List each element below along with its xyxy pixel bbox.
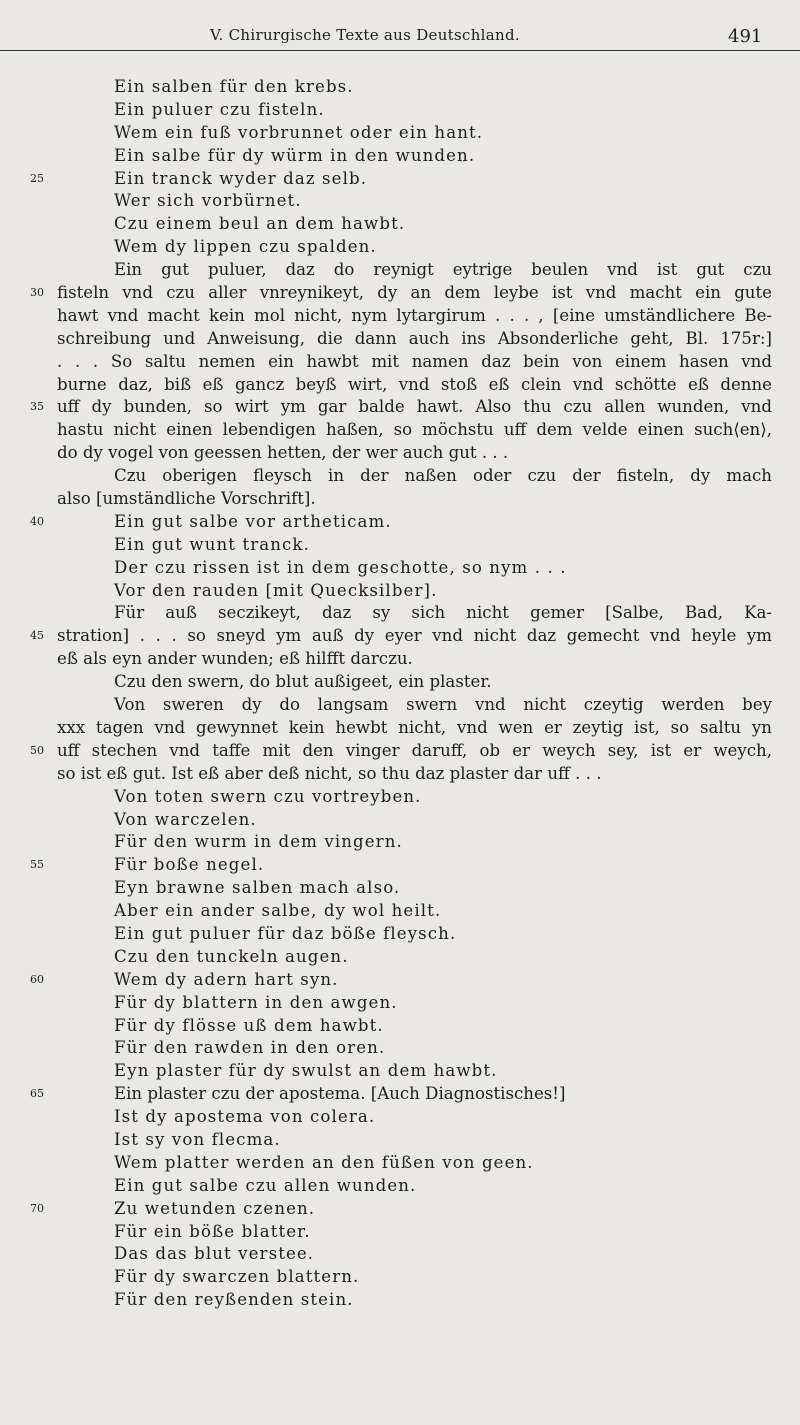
line-number: 70	[30, 1201, 44, 1215]
line-text: Ein salbe für dy würm in den wunden.	[114, 145, 476, 165]
line-text: Für dy swarczen blattern.	[114, 1267, 360, 1287]
line-text: Für den rawden in den oren.	[114, 1038, 386, 1058]
line-number: 45	[30, 629, 44, 643]
line-text: . . . So saltu nemen ein hawbt mit namen daz bein von einem hasen vnd	[57, 351, 772, 371]
text-line	[0, 809, 800, 832]
line-text: Der czu rissen ist in dem geschotte, so nym . . .	[114, 557, 567, 577]
text-line	[0, 419, 800, 442]
line-text: xxx tagen vnd gewynnet kein hewbt nicht, vnd wen er zeytig ist, so saltu yn	[57, 717, 772, 737]
line-text: Das das blut verstee.	[114, 1244, 315, 1264]
text-line	[0, 122, 800, 145]
text-line	[0, 717, 800, 740]
line-text: Ein gut puluer für daz böße fleysch.	[114, 923, 457, 943]
line-number: 50	[30, 743, 44, 757]
text-line	[0, 923, 800, 946]
line-text: Ein salben für den krebs.	[114, 77, 354, 96]
text-line	[0, 1198, 800, 1221]
text-line	[0, 877, 800, 900]
line-number: 35	[30, 400, 44, 414]
text-line	[0, 282, 800, 305]
text-line	[0, 1289, 800, 1312]
line-text: so ist eß gut. Ist eß aber deß nicht, so thu daz plaster dar uff . . .	[57, 763, 602, 783]
text-line	[0, 694, 800, 717]
text-body	[0, 76, 800, 1312]
line-text: Für den reyßenden stein.	[114, 1290, 354, 1310]
line-text: Von warczelen.	[114, 809, 257, 829]
line-text: Für auß seczikeyt, daz sy sich nicht gemer [Salbe, Bad, Ka-	[114, 603, 772, 623]
text-line	[0, 763, 800, 786]
page-number: 491	[728, 26, 763, 47]
line-text: do dy vogel von geessen hetten, der wer auch gut . . .	[57, 443, 509, 463]
line-text: Wer sich vorbürnet.	[114, 191, 302, 211]
line-text: Ein gut wunt tranck.	[114, 534, 310, 554]
line-text: Für ein böße blatter.	[114, 1221, 311, 1241]
line-text: eß als eyn ander wunden; eß hilfft darczu.	[57, 649, 413, 669]
line-text: Ein plaster czu der apostema. [Auch Diagnostisches!]	[114, 1084, 566, 1104]
text-line	[0, 168, 800, 191]
text-line	[0, 1060, 800, 1083]
text-line	[0, 671, 800, 694]
text-line	[0, 969, 800, 992]
line-text: Czu oberigen fleysch in der naßen oder czu der fisteln, dy mach	[114, 466, 772, 486]
text-line	[0, 625, 800, 648]
text-line	[0, 1175, 800, 1198]
header-title: V. Chirurgische Texte aus Deutschland.	[210, 26, 520, 44]
line-text: Wem ein fuß vorbrunnet oder ein hant.	[114, 122, 484, 142]
line-text: uff dy bunden, so wirt ym gar balde hawt. Also thu czu allen wunden, vnd	[57, 397, 772, 417]
text-line	[0, 557, 800, 580]
line-text: Von toten swern czu vortreyben.	[114, 786, 422, 806]
line-text: Zu wetunden czenen.	[114, 1198, 316, 1218]
line-text: Von sweren dy do langsam swern vnd nicht czeytig werden bey	[114, 695, 772, 715]
text-line	[0, 1129, 800, 1152]
line-text: uff stechen vnd taffe mit den vinger daruff, ob er weych sey, ist er weych,	[57, 740, 772, 760]
text-line	[0, 1152, 800, 1175]
line-text: Ein puluer czu fisteln.	[114, 99, 325, 119]
text-line	[0, 328, 800, 351]
line-text: hawt vnd macht kein mol nicht, nym lytargirum . . . , [eine umständlichere Be-	[57, 305, 772, 325]
text-line	[0, 442, 800, 465]
line-text: Czu einem beul an dem hawbt.	[114, 214, 406, 234]
text-line	[0, 259, 800, 282]
line-text: Ein gut salbe czu allen wunden.	[114, 1175, 417, 1195]
line-number: 25	[30, 171, 44, 185]
text-line	[0, 580, 800, 603]
text-line	[0, 374, 800, 397]
text-line	[0, 740, 800, 763]
line-text: Ein tranck wyder daz selb.	[114, 168, 368, 188]
line-text: Wem dy adern hart syn.	[114, 969, 339, 989]
line-text: Wem dy lippen czu spalden.	[114, 237, 377, 257]
text-line	[0, 396, 800, 419]
line-text: Wem platter werden an den füßen von geen.	[114, 1152, 534, 1172]
line-number: 55	[30, 858, 44, 872]
text-line	[0, 786, 800, 809]
line-text: Eyn plaster für dy swulst an dem hawbt.	[114, 1061, 498, 1081]
line-text: Für dy flösse uß dem hawbt.	[114, 1015, 384, 1035]
text-line	[0, 854, 800, 877]
text-line	[0, 1243, 800, 1266]
line-text: Für boße negel.	[114, 855, 265, 875]
text-line	[0, 900, 800, 923]
line-text: Ist dy apostema von colera.	[114, 1107, 376, 1127]
line-text: Für dy blattern in den awgen.	[114, 992, 398, 1012]
line-text: Aber ein ander salbe, dy wol heilt.	[114, 901, 442, 921]
text-line	[0, 602, 800, 625]
line-number: 40	[30, 514, 44, 528]
text-line	[0, 488, 800, 511]
text-line	[0, 992, 800, 1015]
text-line	[0, 1083, 800, 1106]
line-text: Ein gut salbe vor artheticam.	[114, 511, 392, 531]
line-text: Vor den rauden [mit Quecksilber].	[114, 580, 438, 600]
text-line	[0, 1106, 800, 1129]
text-line	[0, 534, 800, 557]
line-text: Für den wurm in dem vingern.	[114, 832, 403, 852]
line-number: 65	[30, 1087, 44, 1101]
line-text: Czu den tunckeln augen.	[114, 946, 349, 966]
line-text: Czu den swern, do blut außigeet, ein plaster.	[114, 672, 492, 692]
text-line	[0, 305, 800, 328]
text-line	[0, 465, 800, 488]
line-text: Ist sy von flecma.	[114, 1129, 281, 1149]
text-line	[0, 236, 800, 259]
text-line	[0, 351, 800, 374]
text-line	[0, 1037, 800, 1060]
line-text: burne daz, biß eß gancz beyß wirt, vnd stoß eß clein vnd schötte eß denne	[57, 374, 772, 394]
line-number: 60	[30, 972, 44, 986]
line-text: Ein gut puluer, daz do reynigt eytrige beulen vnd ist gut czu	[114, 260, 772, 280]
line-text: hastu nicht einen lebendigen haßen, so möchstu uff dem velde einen such⟨en⟩,	[57, 420, 772, 440]
text-line	[0, 99, 800, 122]
line-text: Eyn brawne salben mach also.	[114, 878, 401, 898]
line-number: 30	[30, 286, 44, 300]
text-line	[0, 1015, 800, 1038]
text-line	[0, 145, 800, 168]
text-line	[0, 190, 800, 213]
text-line	[0, 1266, 800, 1289]
text-line	[0, 831, 800, 854]
line-text: fisteln vnd czu aller vnreynikeyt, dy an dem leybe ist vnd macht ein gute	[57, 283, 772, 303]
text-line	[0, 648, 800, 671]
text-line	[0, 213, 800, 236]
text-line	[0, 76, 800, 99]
text-line	[0, 1221, 800, 1244]
line-text: also [umständliche Vorschrift].	[57, 489, 316, 509]
line-text: stration] . . . so sneyd ym auß dy eyer vnd nicht daz gemecht vnd heyle ym	[57, 626, 772, 646]
text-line	[0, 946, 800, 969]
line-text: schreibung und Anweisung, die dann auch ins Absonderliche geht, Bl. 175r:]	[57, 328, 772, 348]
running-header	[0, 22, 800, 51]
text-line	[0, 511, 800, 534]
